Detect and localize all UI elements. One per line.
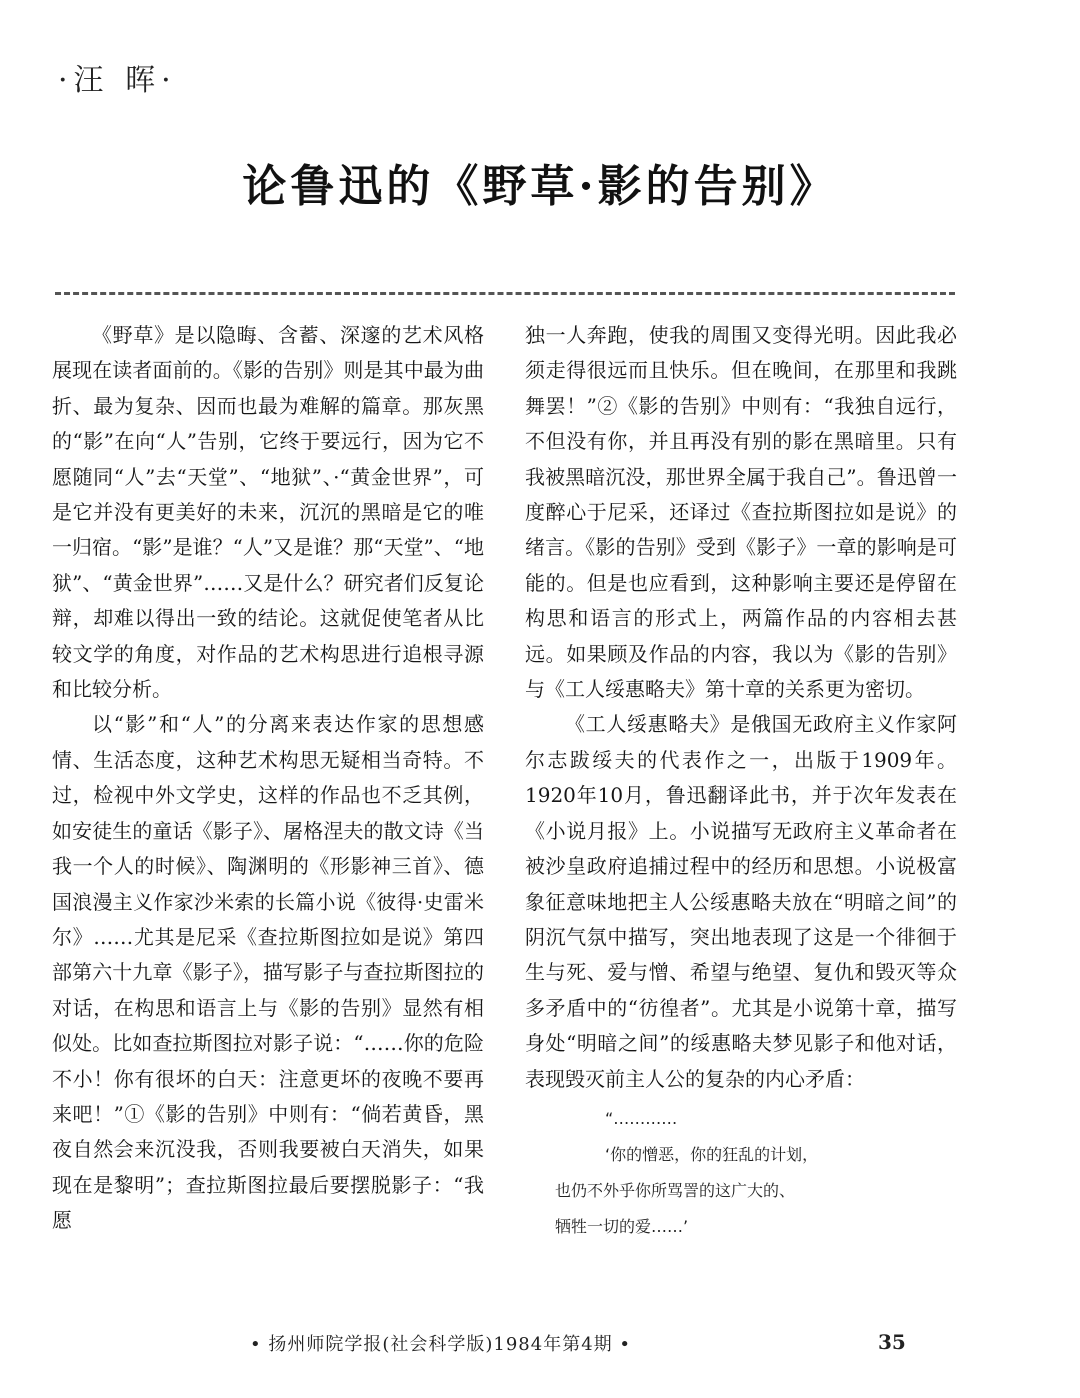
paragraph: 《工人绥惠略夫》是俄国无政府主义作家阿尔志跋绥夫的代表作之一，出版于1909年。1920年10月，鲁迅翻译此书，并于次年发表在《小说月报》上。小说描写无政府主义革命者在被沙皇政府追捕过程中的经历和思想。小说极富象征意味地把主人公绥惠略夫放在“明暗之间”的阴沉气氛中描写，突出地表现了这是一个徘徊于生与死、爱与憎、希望与绝望、复仇和毁灭等众多矛盾中的“彷徨者”。尤其是小说第十章，描写身处“明暗之间”的绥惠略夫梦见影子和他对话，表现毁灭前主人公的复杂的内心矛盾： — [525, 712, 957, 1091]
right-column — [525, 318, 957, 1245]
title-divider — [55, 292, 955, 295]
journal-footer: • 扬州师院学报(社会科学版)1984年第4期 • — [250, 1334, 631, 1355]
left-column — [52, 318, 484, 1239]
verse-line: “………… — [605, 1108, 678, 1128]
verse-line: ‘你的憎恶，你的狂乱的计划， — [605, 1144, 819, 1164]
quoted-verse — [525, 1101, 957, 1245]
verse-line: 也仍不外乎你所骂詈的这广大的、 — [555, 1180, 796, 1200]
verse-line: 牺牲一切的爱……’ — [555, 1216, 689, 1236]
page-number: 35 — [878, 1330, 906, 1354]
paragraph: 《野草》是以隐晦、含蓄、深邃的艺术风格展现在读者面前的。《影的告别》则是其中最为曲折、最为复杂、因而也最为难解的篇章。那灰黑的“影”在向“人”告别，它终于要远行，因为它不愿随同“人”去“天堂”、“地狱”、·“黄金世界”，可是它并没有更美好的未来，沉沉的黑暗是它的唯一归宿。“影”是谁？“人”又是谁？那“天堂”、“地狱”、“黄金世界”……又是什么？研究者们反复论辩，却难以得出一致的结论。这就促使笔者从比较文学的角度，对作品的艺术构思进行追根寻源和比较分析。 — [52, 323, 484, 702]
author-name: ·汪 晖· — [58, 63, 177, 98]
paragraph: 以“影”和“人”的分离来表达作家的思想感情、生活态度，这种艺术构思无疑相当奇特。不过，检视中外文学史，这样的作品也不乏其例，如安徒生的童话《影子》、屠格涅夫的散文诗《当我一个人的时候》、陶渊明的《形影神三首》、德国浪漫主义作家沙米索的长篇小说《彼得·史雷米尔》……尤其是尼采《查拉斯图拉如是说》第四部第六十九章《影子》，描写影子与查拉斯图拉的对话，在构思和语言上与《影的告别》显然有相似处。比如查拉斯图拉对影子说：“……你的危险不小！你有很坏的白天：注意更坏的夜晚不要再来吧！”①《影的告别》中则有：“倘若黄昏，黑夜自然会来沉没我，否则我要被白天消失，如果现在是黎明”；查拉斯图拉最后要摆脱影子：“我愿 — [52, 712, 484, 1233]
article-title: 论鲁迅的《野草·影的告别》 — [242, 161, 838, 212]
paragraph: 独一人奔跑，使我的周围又变得光明。因此我必须走得很远而且快乐。但在晚间，在那里和我跳舞罢！”②《影的告别》中则有：“我独自远行，不但没有你，并且再没有别的影在黑暗里。只有我被黑暗沉没，那世界全属于我自己”。鲁迅曾一度醉心于尼采，还译过《查拉斯图拉如是说》的绪言。《影的告别》受到《影子》一章的影响是可能的。但是也应看到，这种影响主要还是停留在构思和语言的形式上，两篇作品的内容相去甚远。如果顾及作品的内容，我以为《影的告别》与《工人绥惠略夫》第十章的关系更为密切。 — [525, 323, 957, 702]
